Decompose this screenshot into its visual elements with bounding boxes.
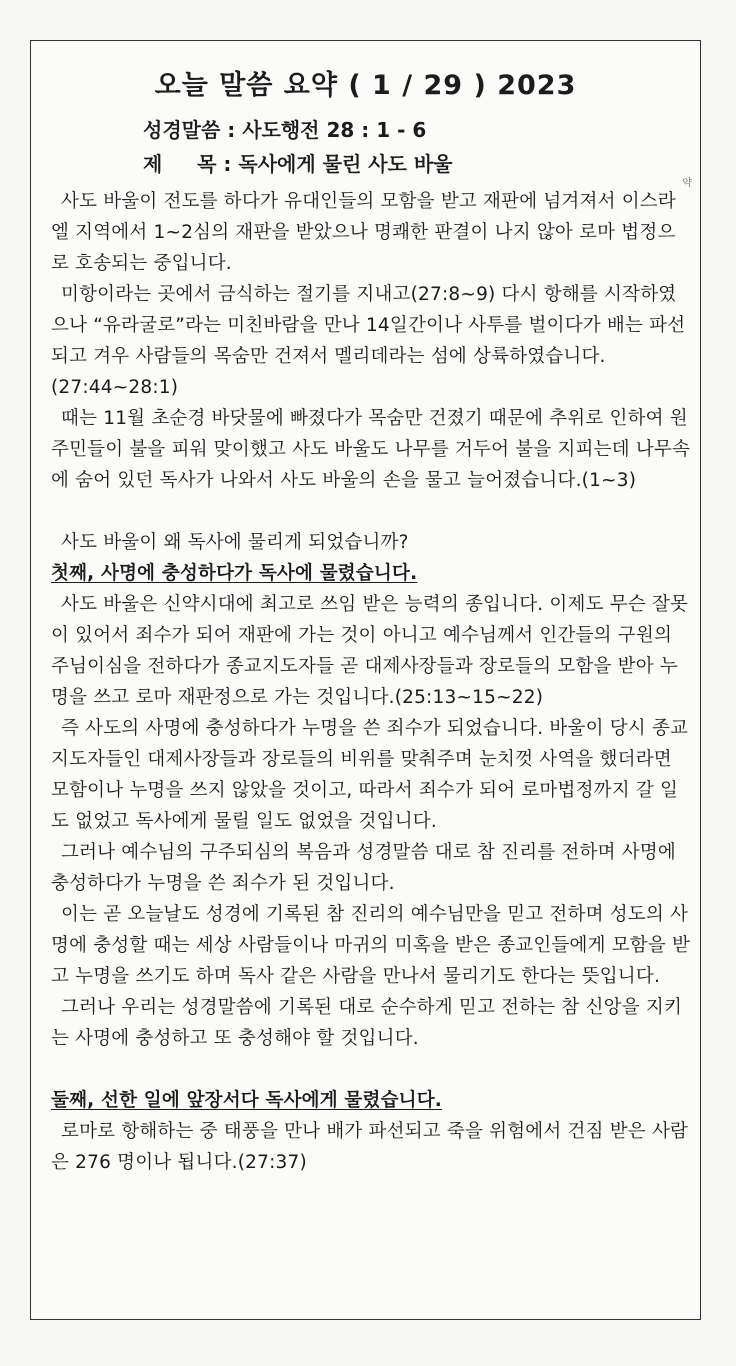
first-point-paragraph-2: 즉 사도의 사명에 충성하다가 누명을 쓴 죄수가 되었습니다. 바울이 당시 종교지도자들인 대제사장들과 장로들의 비위를 맞춰주며 눈치껏 사역을 했더라면 모함이나 누명을 쓰지 않았을 것이고, 따라서 죄수가 되어 로마법정까지 갈 일도 없었고 독사에게 물릴 일도 없었을 것입니다.	[51, 718, 689, 832]
intro-paragraph-2: 미항이라는 곳에서 금식하는 절기를 지내고(27:8~9) 다시 항해를 시작하였으나 “유라굴로”라는 미친바람을 만나 14일간이나 사투를 벌이다가 배는 파선되고 겨우 사람들의 목숨만 건져서 멜리데라는 섬에 상륙하였습니다.(27:44~28:1)	[51, 284, 686, 398]
second-point-paragraph-1: 로마로 항해하는 중 태풍을 만나 배가 파선되고 죽을 위험에서 건짐 받은 사람은 276 명이나 됩니다.(27:37)	[51, 1121, 689, 1173]
first-point-heading: 첫째, 사명에 충성하다가 독사에 물렸습니다.	[51, 563, 418, 584]
bulletin-page	[30, 40, 701, 1320]
intro-paragraph-3: 때는 11월 초순경 바닷물에 빠졌다가 목숨만 건졌기 때문에 추위로 인하여 원주민들이 불을 피워 맞이했고 사도 바울도 나무를 거두어 불을 지피는데 나무속에 숨어 있던 독사가 나와서 사도 바울의 손을 물고 늘어졌습니다.(1~3)	[51, 408, 691, 491]
sermon-body	[51, 186, 691, 1178]
question-line: 사도 바울이 왜 독사에 물리게 되었습니까?	[61, 532, 409, 553]
second-point-heading: 둘째, 선한 일에 앞장서다 독사에게 물렸습니다.	[51, 1090, 443, 1111]
first-point-paragraph-1: 사도 바울은 신약시대에 최고로 쓰임 받은 능력의 종입니다. 이제도 무슨 잘못이 있어서 죄수가 되어 재판에 가는 것이 아니고 예수님께서 인간들의 구원의 주님이심을 전하다가 종교지도자들 곧 대제사장들과 장로들의 모함을 받아 누명을 쓰고 로마 재판정으로 가는 것입니다.(25:13~15~22)	[51, 594, 689, 708]
page-title: 오늘 말씀 요약 ( 1 / 29 ) 2023	[154, 70, 577, 101]
first-point-paragraph-5: 그러나 우리는 성경말씀에 기록된 대로 순수하게 믿고 전하는 참 신앙을 지키는 사명에 충성하고 또 충성해야 할 것입니다.	[51, 997, 683, 1049]
first-point-paragraph-3: 그러나 예수님의 구주되심의 복음과 성경말씀 대로 참 진리를 전하며 사명에 충성하다가 누명을 쓴 죄수가 된 것입니다.	[51, 842, 676, 894]
scripture-reference: 성경말씀 : 사도행전 28 : 1 - 6	[143, 118, 427, 142]
first-point-paragraph-4: 이는 곧 오늘날도 성경에 기록된 참 진리의 예수님만을 믿고 전하며 성도의 사명에 충성할 때는 세상 사람들이나 마귀의 미혹을 받은 종교인들에게 모함을 받고 누명을 쓰기도 하며 독사 같은 사람을 만나서 물리기도 한다는 뜻입니다.	[51, 904, 691, 987]
intro-paragraph-1: 사도 바울이 전도를 하다가 유대인들의 모함을 받고 재판에 넘겨져서 이스라엘 지역에서 1~2심의 재판을 받았으나 명쾌한 판결이 나지 않아 로마 법정으로 호송되는 중입니다.	[51, 191, 676, 274]
sermon-subject: 제 목 : 독사에게 물린 사도 바울	[143, 152, 453, 176]
margin-mark: 약	[682, 178, 692, 189]
spacer	[51, 496, 691, 527]
spacer	[51, 1054, 691, 1085]
